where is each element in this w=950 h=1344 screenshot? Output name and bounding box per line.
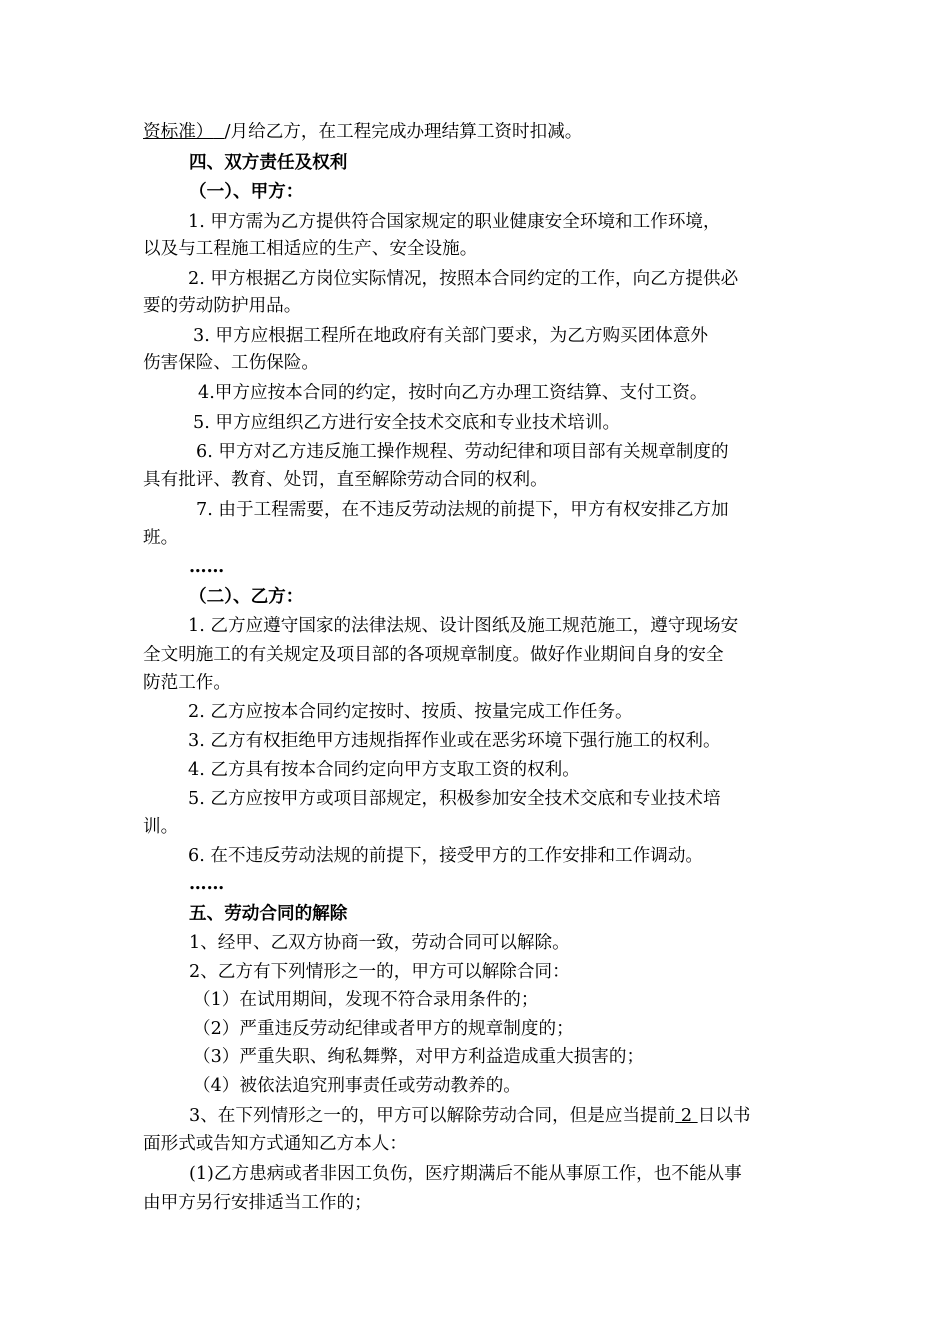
party-b-item-2: 2. 乙方应按本合同约定按时、按质、按量完成工作任务。 xyxy=(188,702,633,722)
item-3-text-before: 3、在下列情形之一的，甲方可以解除劳动合同，但是应当提前 xyxy=(189,1106,676,1126)
party-a-item-3-line-1: 3. 甲方应根据工程所在地政府有关部门要求，为乙方购买团体意外 xyxy=(193,326,709,346)
termination-item-2-2: （2）严重违反劳动纪律或者甲方的规章制度的； xyxy=(193,1019,574,1039)
party-b-item-1-line-2: 全文明施工的有关规定及项目部的各项规章制度。做好作业期间自身的安全 xyxy=(143,645,724,665)
termination-item-1: 1、经甲、乙双方协商一致，劳动合同可以解除。 xyxy=(189,933,570,953)
party-a-heading: （一）、甲方： xyxy=(189,181,304,202)
termination-item-3-1-line-1: (1)乙方患病或者非因工负伤，医疗期满后不能从事原工作，也不能从事 xyxy=(189,1164,742,1184)
ellipsis-1: …… xyxy=(189,556,225,577)
party-b-item-1-line-1: 1. 乙方应遵守国家的法律法规、设计图纸及施工规范施工，遵守现场安 xyxy=(188,616,739,636)
termination-item-3-line-1 xyxy=(189,1105,750,1127)
termination-item-2-1: （1）在试用期间，发现不符合录用条件的； xyxy=(193,990,539,1010)
party-a-item-6-line-2: 具有批评、教育、处罚，直至解除劳动合同的权利。 xyxy=(143,470,548,490)
party-a-item-1-line-2: 以及与工程施工相适应的生产、安全设施。 xyxy=(143,239,478,259)
party-a-item-2-line-2: 要的劳动防护用品。 xyxy=(143,296,302,316)
underlined-blank xyxy=(213,122,224,142)
item-3-text-after: 日以书 xyxy=(697,1106,751,1126)
party-a-item-5: 5. 甲方应组织乙方进行安全技术交底和专业技术培训。 xyxy=(193,413,621,433)
party-a-item-7-line-1: 7. 由于工程需要，在不违反劳动法规的前提下，甲方有权安排乙方加 xyxy=(196,500,729,520)
section-4-heading: 四、双方责任及权利 xyxy=(189,152,348,173)
section-5-heading: 五、劳动合同的解除 xyxy=(189,903,348,924)
party-a-item-7-line-2: 班。 xyxy=(143,528,179,548)
party-b-item-3: 3. 乙方有权拒绝甲方违规指挥作业或在恶劣环境下强行施工的权利。 xyxy=(188,731,721,751)
underlined-salary-standard: 资标准） xyxy=(143,122,214,142)
party-b-item-5-line-2: 训。 xyxy=(143,817,179,837)
party-b-item-5-line-1: 5. 乙方应按甲方或项目部规定，积极参加安全技术交底和专业技术培 xyxy=(188,789,721,809)
party-b-item-1-line-3: 防范工作。 xyxy=(143,673,231,693)
intro-rest: /月给乙方，在工程完成办理结算工资时扣减。 xyxy=(224,122,583,142)
termination-item-2: 2、乙方有下列情形之一的，甲方可以解除合同： xyxy=(189,962,570,982)
termination-item-2-3: （3）严重失职、绚私舞弊，对甲方利益造成重大损害的； xyxy=(193,1047,645,1067)
party-b-item-4: 4. 乙方具有按本合同约定向甲方支取工资的权利。 xyxy=(188,760,580,780)
termination-item-3-line-2: 面形式或告知方式通知乙方本人： xyxy=(143,1134,407,1154)
party-b-heading: （二）、乙方： xyxy=(189,586,304,607)
intro-line xyxy=(143,121,582,143)
party-a-item-2-line-1: 2. 甲方根据乙方岗位实际情况，按照本合同约定的工作，向乙方提供必 xyxy=(188,269,739,289)
termination-item-2-4: （4）被依法追究刑事责任或劳动教养的。 xyxy=(193,1076,521,1096)
termination-item-3-1-line-2: 由甲方另行安排适当工作的； xyxy=(143,1193,372,1213)
party-a-item-1-line-1: 1. 甲方需为乙方提供符合国家规定的职业健康安全环境和工作环境， xyxy=(188,212,721,232)
party-b-item-6: 6. 在不违反劳动法规的前提下，接受甲方的工作安排和工作调动。 xyxy=(188,846,704,866)
notice-days: 2 xyxy=(675,1106,698,1126)
party-a-item-6-line-1: 6. 甲方对乙方违反施工操作规程、劳动纪律和项目部有关规章制度的 xyxy=(196,442,729,462)
ellipsis-2: …… xyxy=(189,873,225,894)
party-a-item-3-line-2: 伤害保险、工伤保险。 xyxy=(143,353,319,373)
party-a-item-4: 4.甲方应按本合同的约定，按时向乙方办理工资结算、支付工资。 xyxy=(198,383,708,403)
